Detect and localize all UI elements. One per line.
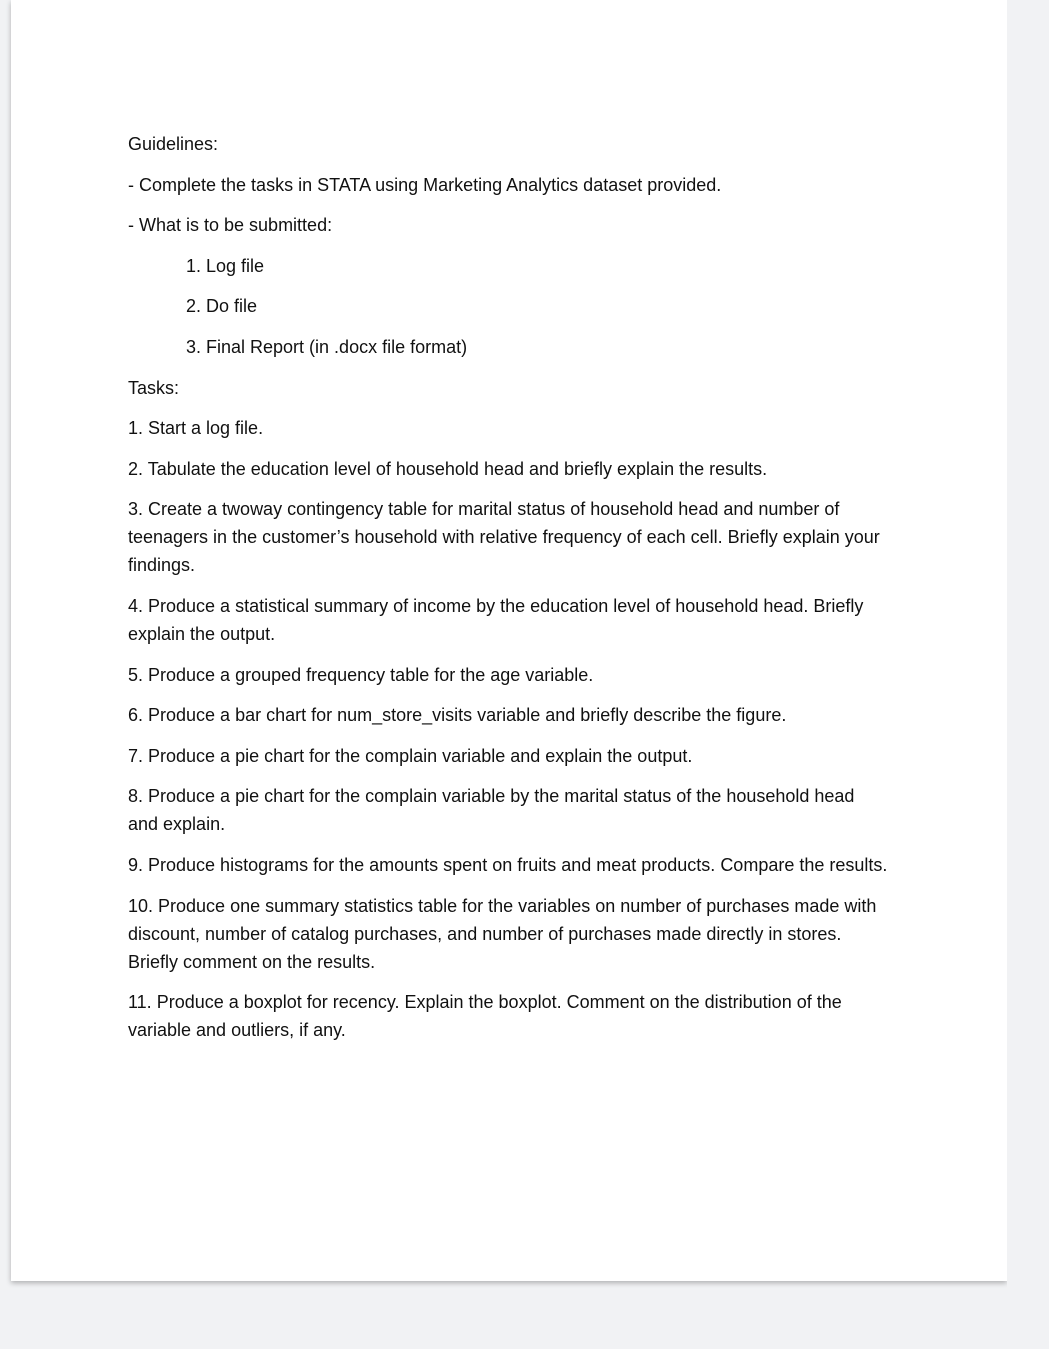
- submission-item: 1. Log file: [186, 255, 265, 276]
- task-item: 5. Produce a grouped frequency table for the age variable.: [128, 664, 594, 685]
- task-item: 9. Produce histograms for the amounts spent on fruits and meat products. Compare the results.: [128, 854, 888, 875]
- task-item: 10. Produce one summary statistics table for the variables on number of purchases made with discount, number of catalog purchases, and number of purchases made directly in stores. Briefly comment on the results.: [128, 895, 877, 972]
- scroll-area[interactable]: [1007, 0, 1049, 1349]
- task-item: 8. Produce a pie chart for the complain variable by the marital status of the household head and explain.: [128, 786, 855, 835]
- submission-item: 2. Do file: [186, 296, 258, 317]
- document-page: [11, 0, 1007, 1281]
- guideline-item: - What is to be submitted:: [128, 215, 333, 236]
- guideline-item: - Complete the tasks in STATA using Marketing Analytics dataset provided.: [128, 174, 722, 195]
- task-item: 1. Start a log file.: [128, 418, 264, 439]
- guidelines-heading: Guidelines:: [128, 134, 219, 154]
- task-item: 2. Tabulate the education level of household head and briefly explain the results.: [128, 458, 768, 479]
- submission-item: 3. Final Report (in .docx file format): [186, 336, 468, 357]
- tasks-heading: Tasks:: [128, 377, 180, 398]
- task-item: 3. Create a twoway contingency table for marital status of household head and number of teenagers in the customer’s household with relative frequency of each cell. Briefly explain your findings.: [128, 499, 880, 576]
- task-item: 4. Produce a statistical summary of income by the education level of household head. Briefly explain the output.: [128, 595, 864, 644]
- task-item: 6. Produce a bar chart for num_store_visits variable and briefly describe the figure.: [128, 705, 787, 726]
- task-item: 7. Produce a pie chart for the complain variable and explain the output.: [128, 745, 693, 766]
- task-item: 11. Produce a boxplot for recency. Explain the boxplot. Comment on the distribution of the variable and outliers, if any.: [128, 992, 842, 1041]
- document-body: [128, 130, 888, 1057]
